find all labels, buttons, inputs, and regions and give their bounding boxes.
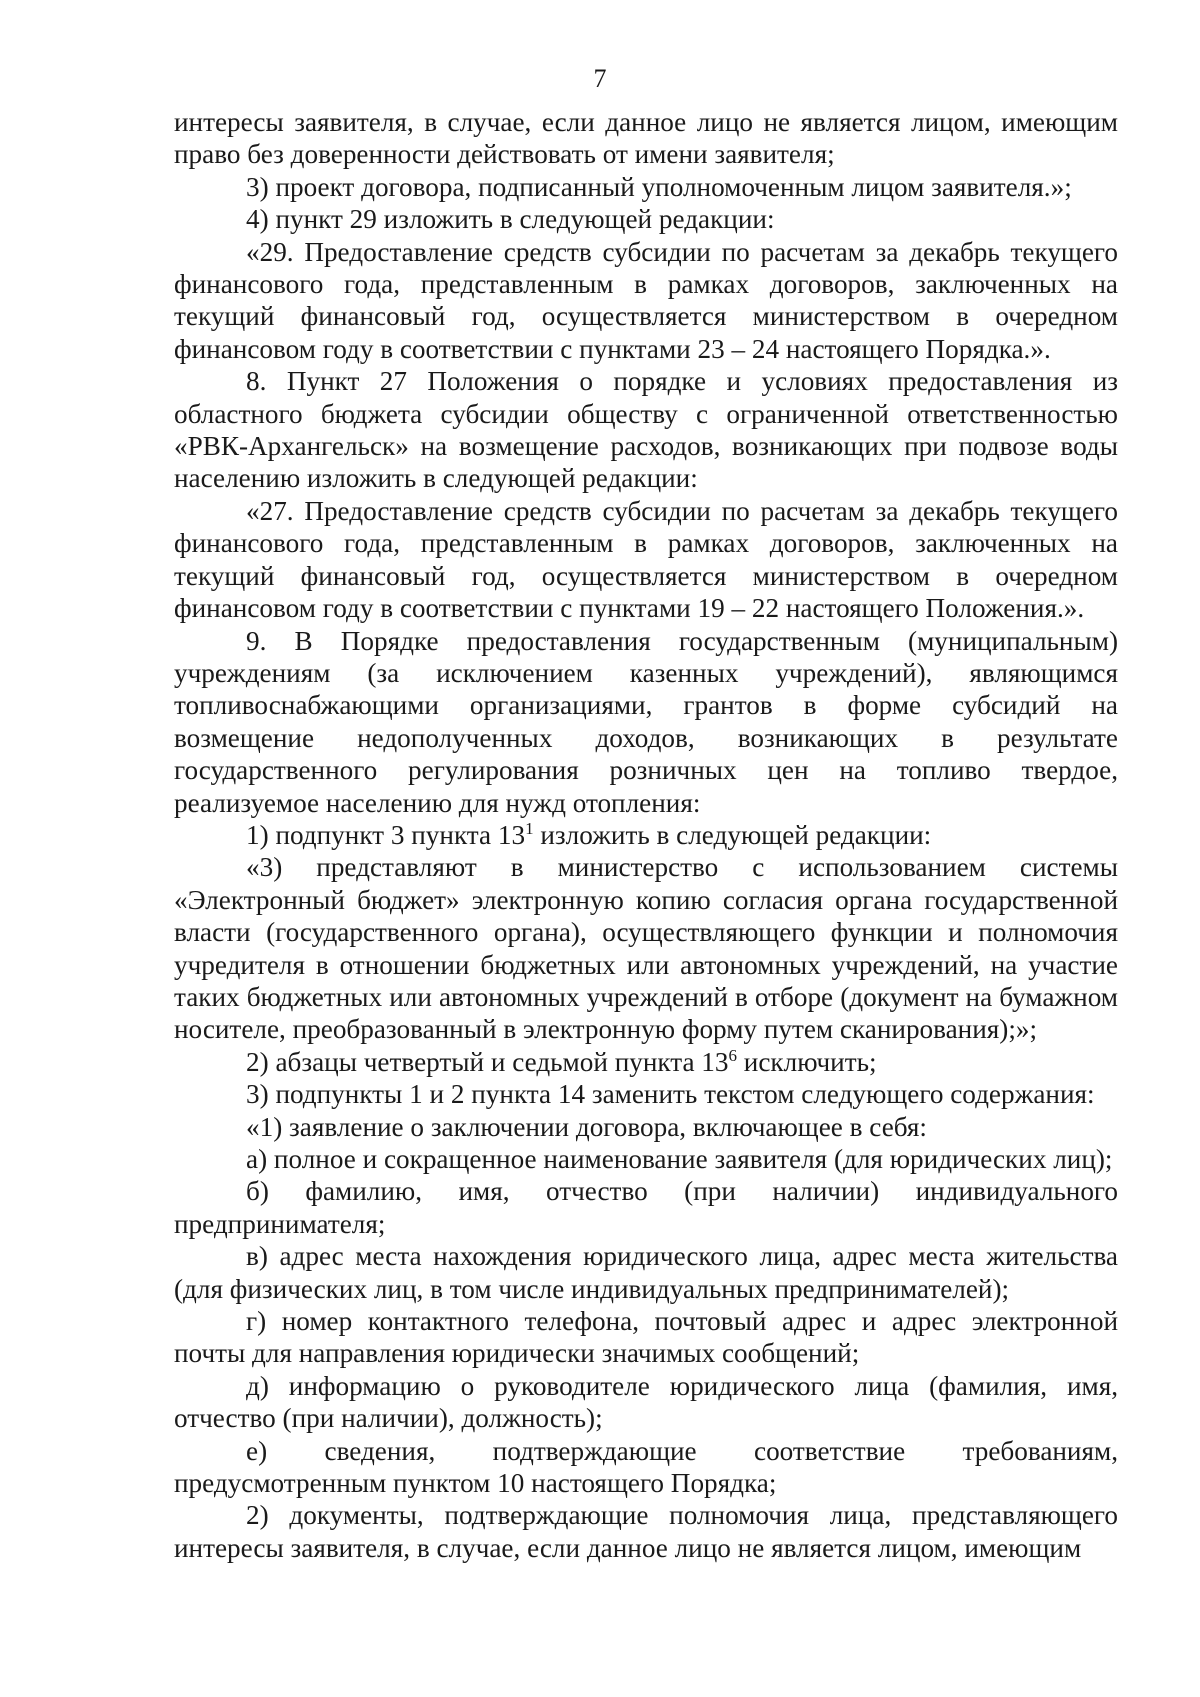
paragraph: «29. Предоставление средств субсидии по расчетам за декабрь текущего финансового года, представленным в рамках договоров, заключенных на текущий финансовый год, осуществляется министерством в очередном финансовом году в соответствии с пунктами 23 – 24 настоящего Порядка.». (174, 236, 1118, 364)
paragraph-text: изложить в следующей редакции: (533, 819, 932, 850)
document-body (174, 106, 1118, 1564)
paragraph: 8. Пункт 27 Положения о порядке и условиях предоставления из областного бюджета субсидии обществу с ограниченной ответственностью «РВК-Архангельск» на возмещение расходов, возникающих при подвозе воды населению изложить в следующей редакции: (174, 366, 1118, 494)
paragraph: а) полное и сокращенное наименование заявителя (для юридических лиц); (246, 1144, 1113, 1174)
paragraph: «3) представляют в министерство с использованием системы «Электронный бюджет» электронную копию согласия органа государственной власти (государственного органа), осуществляющего функции и полномочия учредителя в отношении бюджетных или автономных учреждений, на участие таких бюджетных или автономных учреждений в отборе (документ на бумажном носителе, преобразованный в электронную форму путем сканирования);»; (174, 852, 1118, 1045)
paragraph: в) адрес места нахождения юридического лица, адрес места жительства (для физических лиц, в том числе индивидуальных предпринимателей); (174, 1241, 1118, 1304)
paragraph: г) номер контактного телефона, почтовый адрес и адрес электронной почты для направления юридически значимых сообщений; (174, 1306, 1118, 1369)
paragraph: 9. В Порядке предоставления государственным (муниципальным) учреждениям (за исключением казенных учреждений), являющимся топливоснабжающими организациями, грантов в форме субсидий на возмещение недополученных доходов, возникающих в результате государственного регулирования розничных цен на топливо твердое, реализуемое населению для нужд отопления: (174, 625, 1118, 818)
paragraph: интересы заявителя, в случае, если данное лицо не является лицом, имеющим право без доверенности действовать от имени заявителя; (174, 107, 1118, 170)
paragraph (174, 819, 1118, 851)
page-number: 7 (593, 64, 607, 93)
paragraph: б) фамилию, имя, отчество (при наличии) индивидуального предпринимателя; (174, 1176, 1118, 1239)
paragraph-text: исключить; (737, 1046, 877, 1077)
paragraph: «27. Предоставление средств субсидии по расчетам за декабрь текущего финансового года, представленным в рамках договоров, заключенных на текущий финансовый год, осуществляется министерством в очередном финансовом году в соответствии с пунктами 19 – 22 настоящего Положения.». (174, 495, 1118, 624)
paragraph: 2) документы, подтверждающие полномочия лица, представляющего интересы заявителя, в случае, если данное лицо не является лицом, имеющим (174, 1500, 1118, 1563)
superscript: 1 (525, 818, 534, 838)
paragraph: «1) заявление о заключении договора, включающее в себя: (246, 1111, 927, 1142)
paragraph (174, 1046, 1118, 1078)
paragraph: 3) подпункты 1 и 2 пункта 14 заменить текстом следующего содержания: (246, 1079, 1095, 1110)
superscript: 6 (728, 1045, 737, 1065)
paragraph-text: 2) абзацы четвертый и седьмой пункта 13 (246, 1046, 729, 1077)
paragraph: 3) проект договора, подписанный уполномоченным лицом заявителя.»; (246, 171, 1072, 202)
paragraph: д) информацию о руководителе юридического лица (фамилия, имя, отчество (при наличии), должность); (174, 1370, 1118, 1434)
paragraph: е) сведения, подтверждающие соответствие требованиям, предусмотренным пунктом 10 настоящего Порядка; (174, 1435, 1118, 1499)
paragraph-text: 1) подпункт 3 пункта 13 (246, 819, 526, 850)
paragraph: 4) пункт 29 изложить в следующей редакции: (246, 204, 775, 235)
